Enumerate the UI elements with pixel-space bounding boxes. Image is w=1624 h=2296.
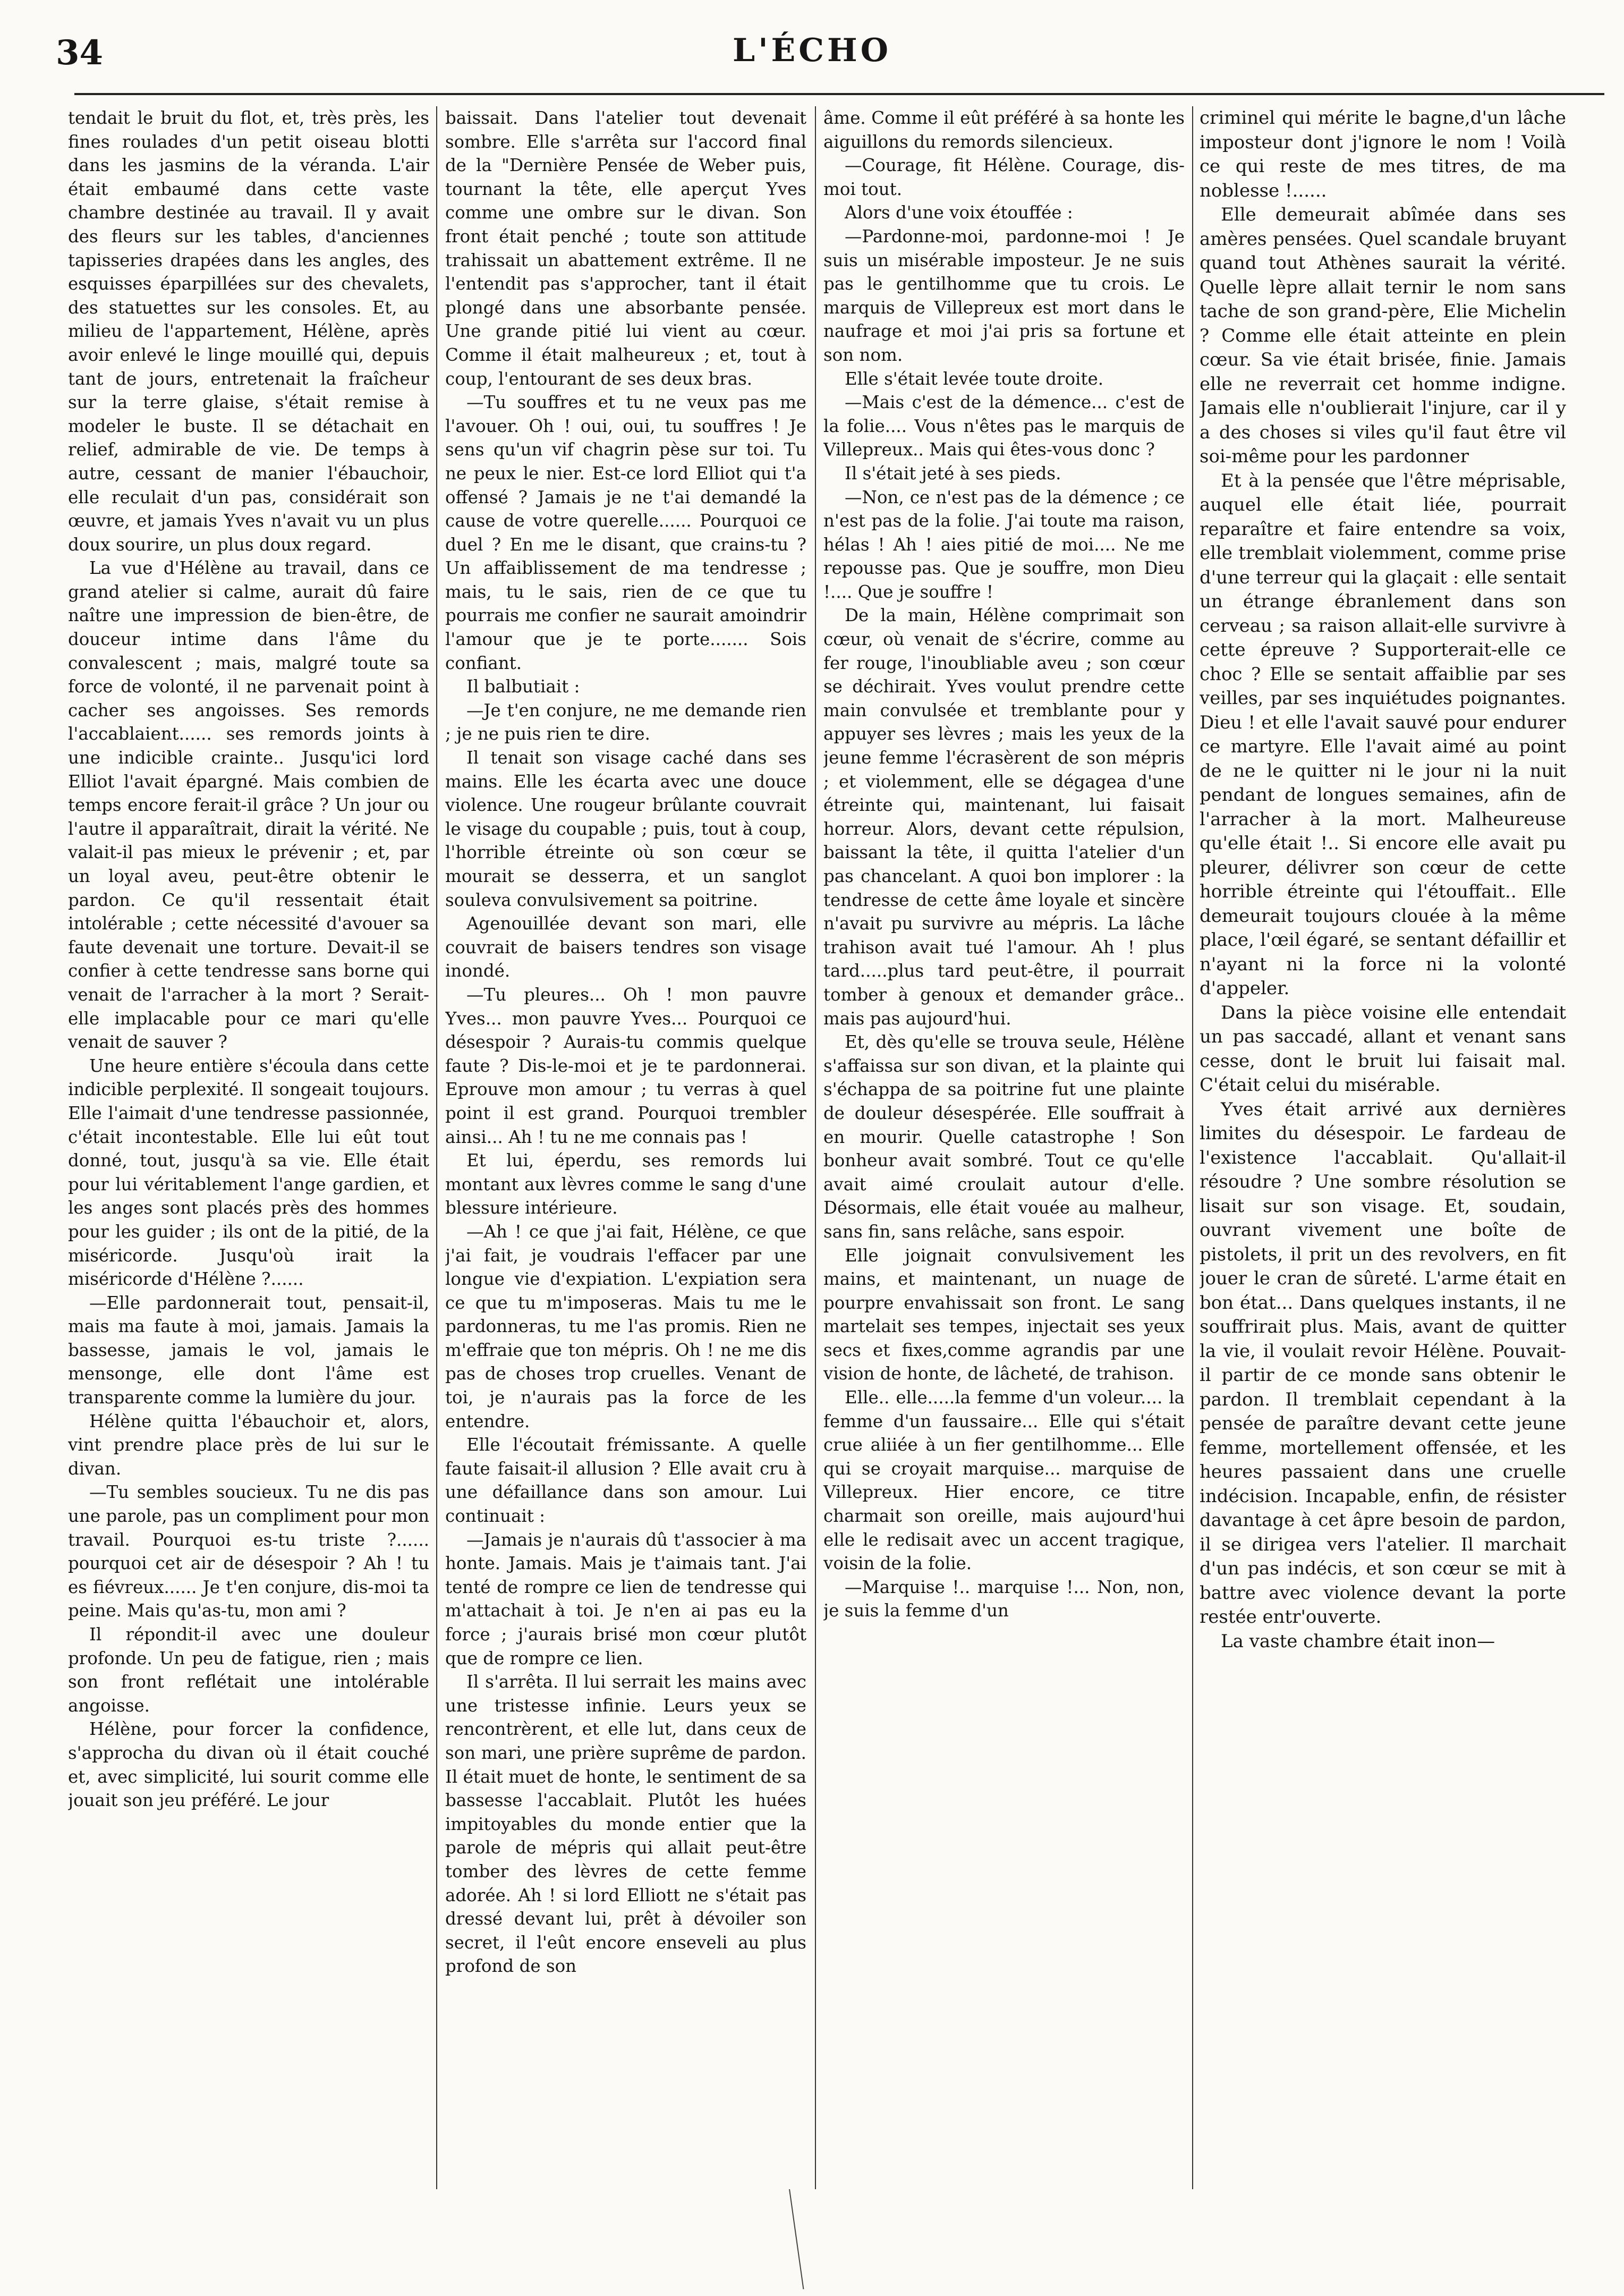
paragraph: —Tu pleures... Oh ! mon pauvre Yves... mon pauvre Yves... Pourquoi ce désespoir ? Aurais-tu commis quelque faute ? Dis-le-moi et je te pardonnerai. Eprouve mon amour ; tu verras à quel point il est grand. Pourquoi trembler ainsi... Ah ! tu ne me connais pas ! <box>445 984 806 1147</box>
paragraph: —Ah ! ce que j'ai fait, Hélène, ce que j'ai fait, je voudrais l'effacer par une longue vie d'expiation. L'expiation sera ce que tu m'imposeras. Mais tu me le pardonneras, tu me l'as promis. Rien ne m'effraie que ton mépris. Oh ! ne me dis pas de choses trop cruelles. Venant de toi, je n'aurais pas la force de les entendre. <box>445 1221 806 1431</box>
masthead-title: L'ÉCHO <box>733 32 891 69</box>
paragraph: Agenouillée devant son mari, elle couvrait de baisers tendres son visage inondé. <box>445 913 806 981</box>
paragraph: Hélène, pour forcer la confidence, s'approcha du divan où il était couché et, avec simplicité, lui sourit comme elle jouait son jeu préféré. Le jour <box>68 1719 429 1811</box>
paragraph: Elle l'écoutait frémissante. A quelle faute faisait-il allusion ? Elle avait cru à une défaillance dans son amour. Lui continuait : <box>445 1435 806 1527</box>
paragraph: baissait. Dans l'atelier tout devenait sombre. Elle s'arrêta sur l'accord final de la "Dernière Pensée de Weber puis, tournant la tête, elle aperçut Yves comme une ombre sur le divan. Son front était penché ; toute son attitude trahissait un abattement extrême. Il ne l'entendit pas s'approcher, tant il était plongé dans une absorbante pensée. Une grande pitié lui vient au cœur. Comme il était malheureux ; et, tout à coup, l'entourant de ses deux bras. <box>445 108 806 389</box>
text-column-1 <box>68 106 429 2274</box>
paragraph: Elle demeurait abîmée dans ses amères pensées. Quel scandale bruyant quand tout Athènes saurait la vérité. Quelle lèpre allait ternir le nom sans tache de son grand-père, Elie Michelin ? Comme elle était atteinte en plein cœur. Sa vie était brisée, finie. Jamais elle ne reverrait cet homme indigne. Jamais elle n'oublierait l'injure, car il y a des choses si viles qu'il faut être vil soi-même pour les pardonner <box>1200 204 1566 467</box>
paragraph: Yves était arrivé aux dernières limites du désespoir. Le fardeau de l'existence l'accablait. Qu'allait-il résoudre ? Une sombre résolution se lisait sur son visage. Et, soudain, ouvrant vivement une boîte de pistolets, il prit un des revolvers, en fit jouer le cran de sûreté. L'arme était en bon état... Dans quelques instants, il ne souffrirait plus. Mais, avant de quitter la vie, il voulait revoir Hélène. Pouvait-il partir de ce monde sans obtenir le pardon. Il tremblait cependant à la pensée de paraître devant cette jeune femme, mortellement offensée, et les heures passaient dans une cruelle indécision. Incapable, enfin, de résister davantage à cet âpre besoin de pardon, il se dirigea vers l'atelier. Il marchait d'un pas indécis, et son cœur se mit à battre avec violence devant la porte restée entr'ouverte. <box>1200 1098 1566 1628</box>
paragraph: De la main, Hélène comprimait son cœur, où venait de s'écrire, comme au fer rouge, l'inoubliable aveu ; son cœur se déchirait. Yves voulut prendre cette main convulsée et tremblante pour y appuyer ses lèvres ; mais les yeux de la jeune femme l'écrasèrent de son mépris ; et violemment, elle se dégagea d'une étreinte qui, maintenant, lui faisait horreur. Alors, devant cette répulsion, baissant la tête, il quitta l'atelier d'un pas chancelant. A quoi bon implorer : la tendresse de cette âme loyale et sincère n'avait pu survivre au mépris. La lâche trahison avait tué l'amour. Ah ! plus tard.....plus tard peut-être, il pourrait tomber à genoux et demander grâce.. mais pas aujourd'hui. <box>823 605 1185 1029</box>
paragraph: Dans la pièce voisine elle entendait un pas saccadé, allant et venant sans cesse, dont le bruit lui faisait mal. C'était celui du misérable. <box>1200 1002 1566 1096</box>
text-column-2 <box>445 106 806 2274</box>
header-rule <box>74 93 1604 95</box>
paragraph: Et, dès qu'elle se trouva seule, Hélène s'affaissa sur son divan, et la plainte qui s'échappa de sa poitrine fut une plainte de douleur désespérée. Elle souffrait à en mourir. Quelle catastrophe ! Son bonheur avait sombré. Tout ce qu'elle avait aimé croulait autour d'elle. Désormais, elle était vouée au malheur, sans fin, sans relâche, sans espoir. <box>823 1032 1185 1242</box>
page-header <box>0 0 1624 101</box>
paragraph: Elle.. elle.....la femme d'un voleur.... la femme d'un faussaire... Elle qui s'était crue aliiée à un fier gentilhomme... Elle qui se croyait marquise... marquise de Villepreux. Hier encore, ce titre charmait son oreille, mais aujourd'hui elle le redisait avec un accent tragique, voisin de la folie. <box>823 1387 1185 1574</box>
paragraph: La vaste chambre était inon— <box>1221 1630 1495 1652</box>
paragraph: Hélène quitta l'ébauchoir et, alors, vint prendre place près de lui sur le divan. <box>68 1411 429 1479</box>
text-column-3 <box>823 106 1185 2274</box>
column-divider <box>815 106 816 2189</box>
paragraph: —Pardonne-moi, pardonne-moi ! Je suis un misérable imposteur. Je ne suis pas le gentilhomme que tu crois. Le marquis de Villepreux est mort dans le naufrage et moi j'ai pris sa fortune et son nom. <box>823 226 1185 365</box>
paragraph: —Tu souffres et tu ne veux pas me l'avouer. Oh ! oui, oui, tu souffres ! Je sens qu'un vif chagrin pèse sur toi. Tu ne peux le nier. Est-ce lord Elliot qui t'a offensé ? Jamais je ne t'ai demandé la cause de votre querelle...... Pourquoi ce duel ? En me le disant, que crains-tu ? Un affaiblissement de ma tendresse ; mais, tu le sais, rien de ce que tu pourrais me confier ne saurait amoindrir l'amour que je te porte....... Sois confiant. <box>445 392 806 673</box>
paragraph: —Marquise !.. marquise !... Non, non, je suis la femme d'un <box>823 1577 1185 1621</box>
paragraph: âme. Comme il eût préféré à sa honte les aiguillons du remords silencieux. <box>823 108 1185 152</box>
paragraph: Elle joignait convulsivement les mains, et maintenant, un nuage de pourpre envahissait son front. Le sang martelait ses tempes, injectait ses yeux secs et fixes,comme agrandis par une vision de honte, de lâcheté, de trahison. <box>823 1245 1185 1384</box>
column-divider <box>1192 106 1193 2189</box>
paragraph: Il tenait son visage caché dans ses mains. Elle les écarta avec une douce violence. Une rougeur brûlante couvrait le visage du coupable ; puis, tout à coup, l'horrible étreinte où son cœur se mourait se desserra, et un sanglot souleva convulsivement sa poitrine. <box>445 748 806 910</box>
paragraph: —Je t'en conjure, ne me demande rien ; je ne puis rien te dire. <box>445 700 806 744</box>
paragraph: Il balbutiait : <box>466 676 580 697</box>
paragraph: —Elle pardonnerait tout, pensait-il, mais ma faute à moi, jamais. Jamais la bassesse, jamais le vol, jamais le mensonge, elle dont l'âme est transparente comme la lumière du jour. <box>68 1292 429 1408</box>
paragraph: —Mais c'est de la démence... c'est de la folie.... Vous n'êtes pas le marquis de Villepreux.. Mais qui êtes-vous donc ? <box>823 392 1185 460</box>
paragraph: —Jamais je n'aurais dû t'associer à ma honte. Jamais. Mais je t'aimais tant. J'ai tenté de rompre ce lien de tendresse qui m'attachait à toi. Je n'en ai pas eu la force ; j'aurais brisé mon cœur plutôt que de rompre ce lien. <box>445 1529 806 1668</box>
paragraph: tendait le bruit du flot, et, très près, les fines roulades d'un petit oiseau blotti dans les jasmins de la véranda. L'air était embaumé dans cette vaste chambre destinée au travail. Il y avait des fleurs sur les tables, d'anciennes tapisseries drapées dans les angles, des esquisses éparpillées sur des chevalets, des statuettes sur les consoles. Et, au milieu de l'appartement, Hélène, après avoir enlevé le linge mouillé qui, depuis tant de jours, entretenait la fraîcheur sur la terre glaise, s'était remise à modeler le buste. Il se détachait en relief, admirable de vie. De temps à autre, cessant de manier l'ébauchoir, elle reculait d'un pas, considérait son œuvre, et jamais Yves n'avait vu un plus doux sourire, un plus doux regard. <box>68 108 429 555</box>
paragraph: —Tu sembles soucieux. Tu ne dis pas une parole, pas un compliment pour mon travail. Pourquoi es-tu triste ?...... pourquoi cet air de désespoir ? Ah ! tu es fiévreux...... Je t'en conjure, dis-moi ta peine. Mais qu'as-tu, mon ami ? <box>68 1482 429 1621</box>
paragraph: Une heure entière s'écoula dans cette indicible perplexité. Il songeait toujours. Elle l'aimait d'une tendresse passionnée, c'était incontestable. Elle lui eût tout donné, tout, jusqu'à sa vie. Elle était pour lui véritablement l'ange gardien, et les anges sont placés près des hommes pour les guider ; ils ont de la pitié, de la miséricorde. Jusqu'où irait la miséricorde d'Hélène ?...... <box>68 1055 429 1290</box>
paragraph: criminel qui mérite le bagne,d'un lâche imposteur dont j'ignore le nom ! Voilà ce qui reste de mes titres, de ma noblesse !...... <box>1200 107 1566 201</box>
paragraph: Alors d'une voix étouffée : <box>845 202 1073 223</box>
paragraph: Et lui, éperdu, ses remords lui montant aux lèvres comme le sang d'une blessure intérieure. <box>445 1150 806 1218</box>
paragraph: Et à la pensée que l'être méprisable, auquel elle était liée, pourrait reparaître et faire entendre sa voix, elle tremblait violemment, comme prise d'une terreur qui la glaçait : elle sentait un étrange ébranlement dans son cerveau ; sa raison allait-elle survivre à cette épreuve ? Supporterait-elle ce choc ? Elle se sentait affaiblie par ses veilles, par ses inquiétudes poignantes. Dieu ! et elle l'avait sauvé pour endurer ce martyre. Elle l'avait aimé au point de ne le quitter ni le jour ni la nuit pendant de longues semaines, afin de l'arracher à la mort. Malheureuse qu'elle était !.. Si encore elle avait pu pleurer, délivrer son cœur de cette horrible étreinte qui l'étouffait.. Elle demeurait toujours clouée à la même place, l'œil égaré, se sentant défaillir et n'ayant ni la force ni la volonté d'appeler. <box>1200 470 1566 999</box>
paragraph: La vue d'Hélène au travail, dans ce grand atelier si calme, aurait dû faire naître une impression de bien-être, de douceur intime dans l'âme du convalescent ; mais, malgré toute sa force de volonté, il ne parvenait point à cacher ses angoisses. Ses remords l'accablaient...... ses remords joints à une indicible crainte.. Jusqu'ici lord Elliot l'avait épargné. Mais combien de temps encore ferait-il grâce ? Un jour ou l'autre il apparaîtrait, dirait la vérité. Ne valait-il pas mieux le prévenir ; et, par un loyal aveu, peut-être obtenir le pardon. Ce qu'il ressentait était intolérable ; cette nécessité d'avouer sa faute devenait une torture. Devait-il se confier à cette tendresse sans borne qui venait de l'arracher à la mort ? Serait-elle implacable pour ce mari qu'elle venait de sauver ? <box>68 558 429 1053</box>
paragraph: Il répondit-il avec une douleur profonde. Un peu de fatigue, rien ; mais son front reflétait une intolérable angoisse. <box>68 1624 429 1716</box>
paragraph: Il s'était jeté à ses pieds. <box>845 463 1061 484</box>
text-column-4 <box>1200 106 1566 2274</box>
paragraph: Elle s'était levée toute droite. <box>845 368 1104 389</box>
column-divider <box>436 106 437 2189</box>
paragraph: —Non, ce n'est pas de la démence ; ce n'est pas de la folie. J'ai toute ma raison, hélas ! Ah ! aies pitié de moi.... Ne me repousse pas. Que je souffre, mon Dieu !.... Que je souffre ! <box>823 487 1185 602</box>
paragraph: Il s'arrêta. Il lui serrait les mains avec une tristesse infinie. Leurs yeux se rencontrèrent, et elle lut, dans ceux de son mari, une prière suprême de pardon. Il était muet de honte, le sentiment de sa bassesse l'accablait. Plutôt les huées impitoyables du monde entier que la parole de mépris qui allait peut-être tomber des lèvres de cette femme adorée. Ah ! si lord Elliott ne s'était pas dressé devant lui, prêt à dévoiler son secret, il l'eût encore enseveli au plus profond de son <box>445 1672 806 1977</box>
page-number: 34 <box>56 33 104 73</box>
paragraph: —Courage, fit Hélène. Courage, dis-moi tout. <box>823 155 1185 199</box>
